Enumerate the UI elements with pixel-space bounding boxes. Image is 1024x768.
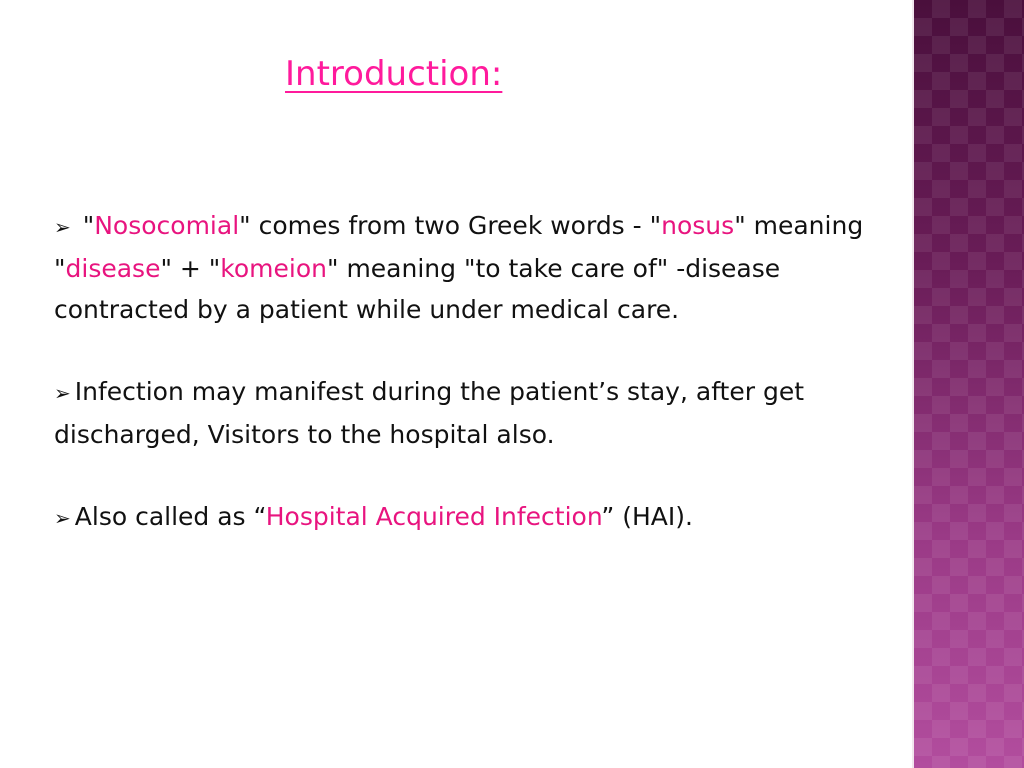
text-run: Also called as “ <box>74 502 266 531</box>
bullet-item-manifest <box>54 371 884 455</box>
text-run: ” (HAI). <box>601 502 693 531</box>
decorative-side-band <box>912 0 1024 768</box>
term-komeion: komeion <box>220 254 327 283</box>
term-nosus: nosus <box>661 211 735 240</box>
text-run: " + " <box>160 254 221 283</box>
bullet-item-etymology <box>54 205 884 330</box>
term-hospital-acquired-infection: Hospital Acquired Infection <box>265 502 602 531</box>
arrow-bullet-icon: ➢ <box>54 381 71 405</box>
text-run: " comes from two Greek words - " <box>239 211 662 240</box>
text-run: " meaning "to take care of" -disease contracted by a patient while under medical care. <box>54 254 781 324</box>
bullet-item-hai <box>54 496 884 539</box>
text-run: " meaning " <box>54 211 864 283</box>
slide-title: Introduction: <box>285 54 503 94</box>
arrow-bullet-icon: ➢ <box>54 215 71 239</box>
term-nosocomial: Nosocomial <box>94 211 240 240</box>
term-disease: disease <box>65 254 161 283</box>
bullet-text: Infection may manifest during the patient’s stay, after get discharged, Visitors to the hospital also. <box>54 377 805 449</box>
text-run: " <box>82 211 95 240</box>
arrow-bullet-icon: ➢ <box>54 506 71 530</box>
slide-body <box>54 205 884 539</box>
